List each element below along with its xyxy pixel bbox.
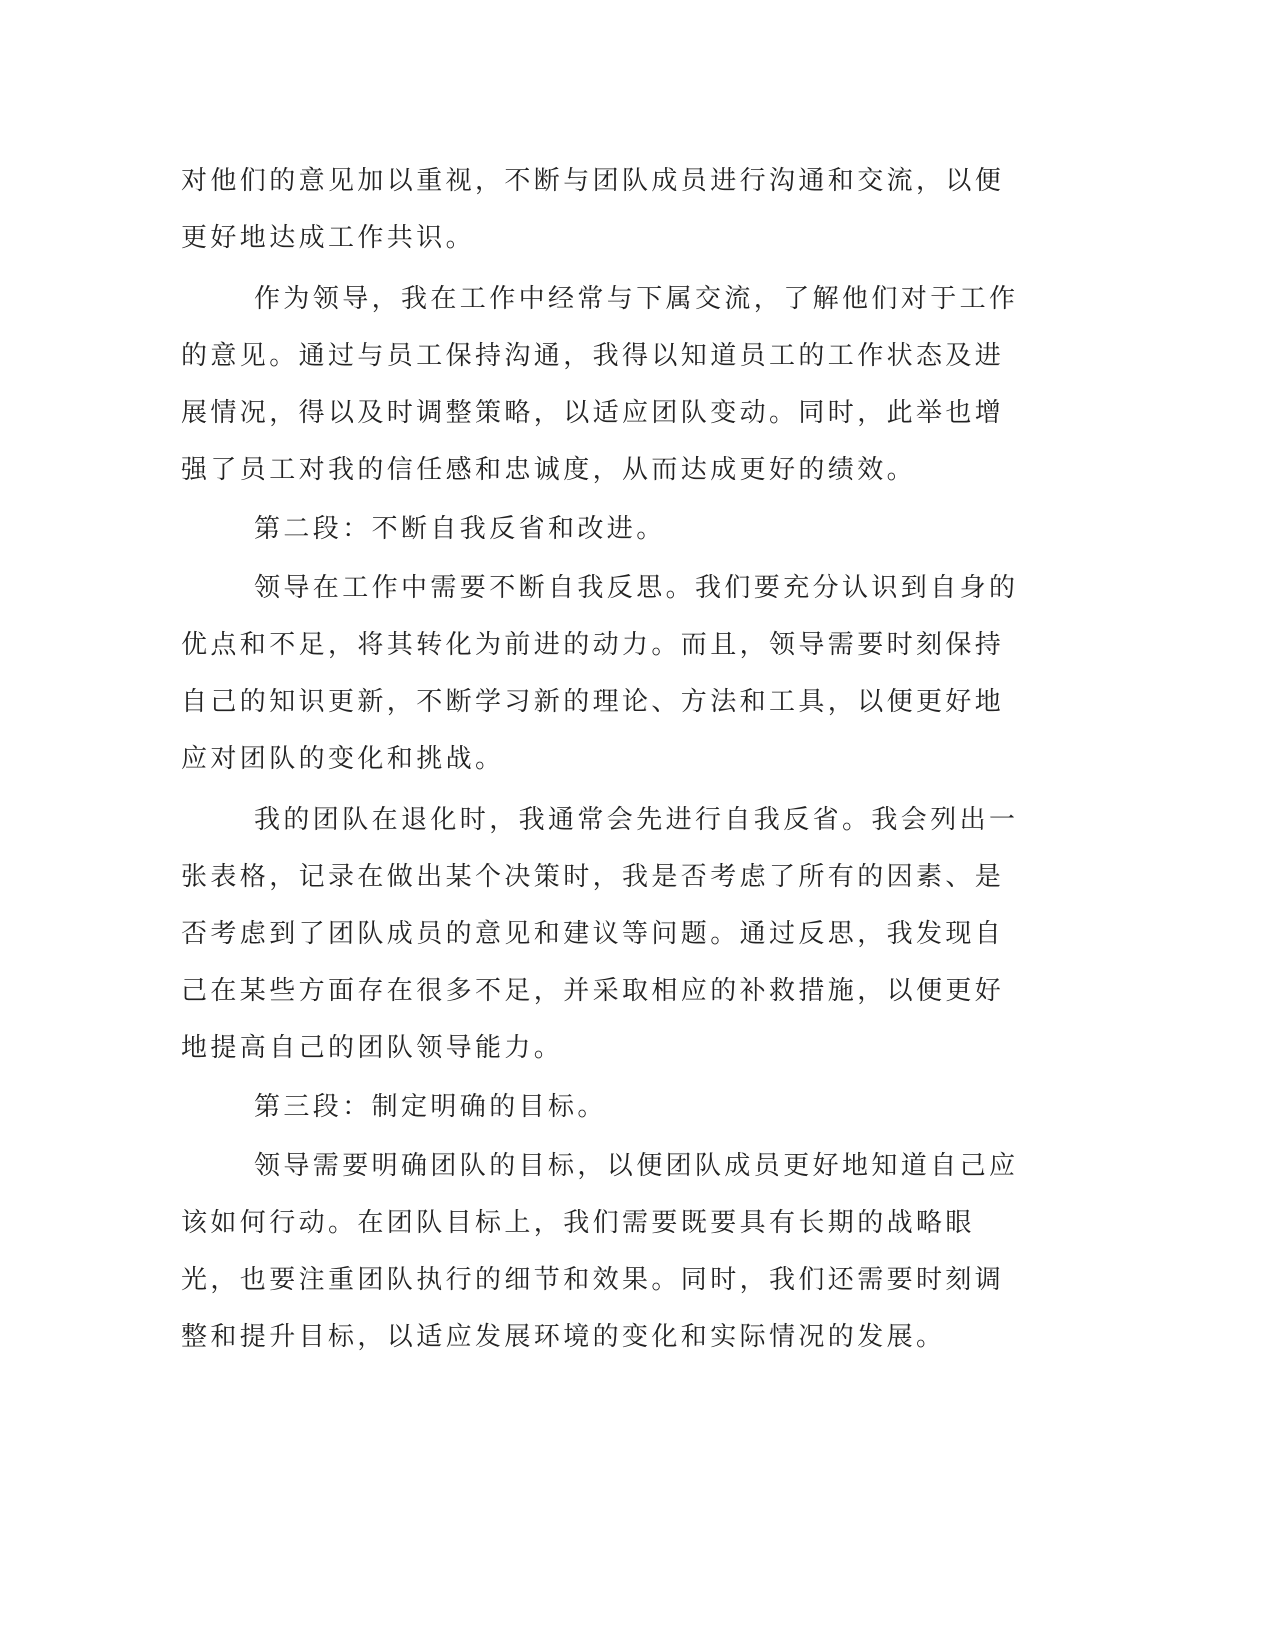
section-heading-3: 第三段：制定明确的目标。: [254, 1092, 607, 1122]
paragraph-self-reflection: 领导在工作中需要不断自我反思。我们要充分认识到自身的优点和不足，将其转化为前进的动力。而且，领导需要时刻保持自己的知识更新，不断学习新的理论、方法和工具，以便更好地应对团队的变化和挑战。: [181, 573, 1019, 774]
paragraph-team-review: 我的团队在退化时，我通常会先进行自我反省。我会列出一张表格，记录在做出某个决策时，我是否考虑了所有的因素、是否考虑到了团队成员的意见和建议等问题。通过反思，我发现自己在某些方面存在很多不足，并采取相应的补救措施，以便更好地提高自己的团队领导能力。: [181, 805, 1019, 1063]
section-heading-2: 第二段：不断自我反省和改进。: [254, 514, 666, 544]
paragraph-goals: 领导需要明确团队的目标，以便团队成员更好地知道自己应该如何行动。在团队目标上，我们需要既要具有长期的战略眼光，也要注重团队执行的细节和效果。同时，我们还需要时刻调整和提升目标，以适应发展环境的变化和实际情况的发展。: [181, 1151, 1019, 1352]
paragraph-communication: 作为领导，我在工作中经常与下属交流，了解他们对于工作的意见。通过与员工保持沟通，我得以知道员工的工作状态及进展情况，得以及时调整策略，以适应团队变动。同时，此举也增强了员工对我的信任感和忠诚度，从而达成更好的绩效。: [181, 284, 1019, 485]
document-body: [181, 153, 1031, 1366]
paragraph-continuation: 对他们的意见加以重视，不断与团队成员进行沟通和交流，以便更好地达成工作共识。: [181, 166, 1005, 253]
